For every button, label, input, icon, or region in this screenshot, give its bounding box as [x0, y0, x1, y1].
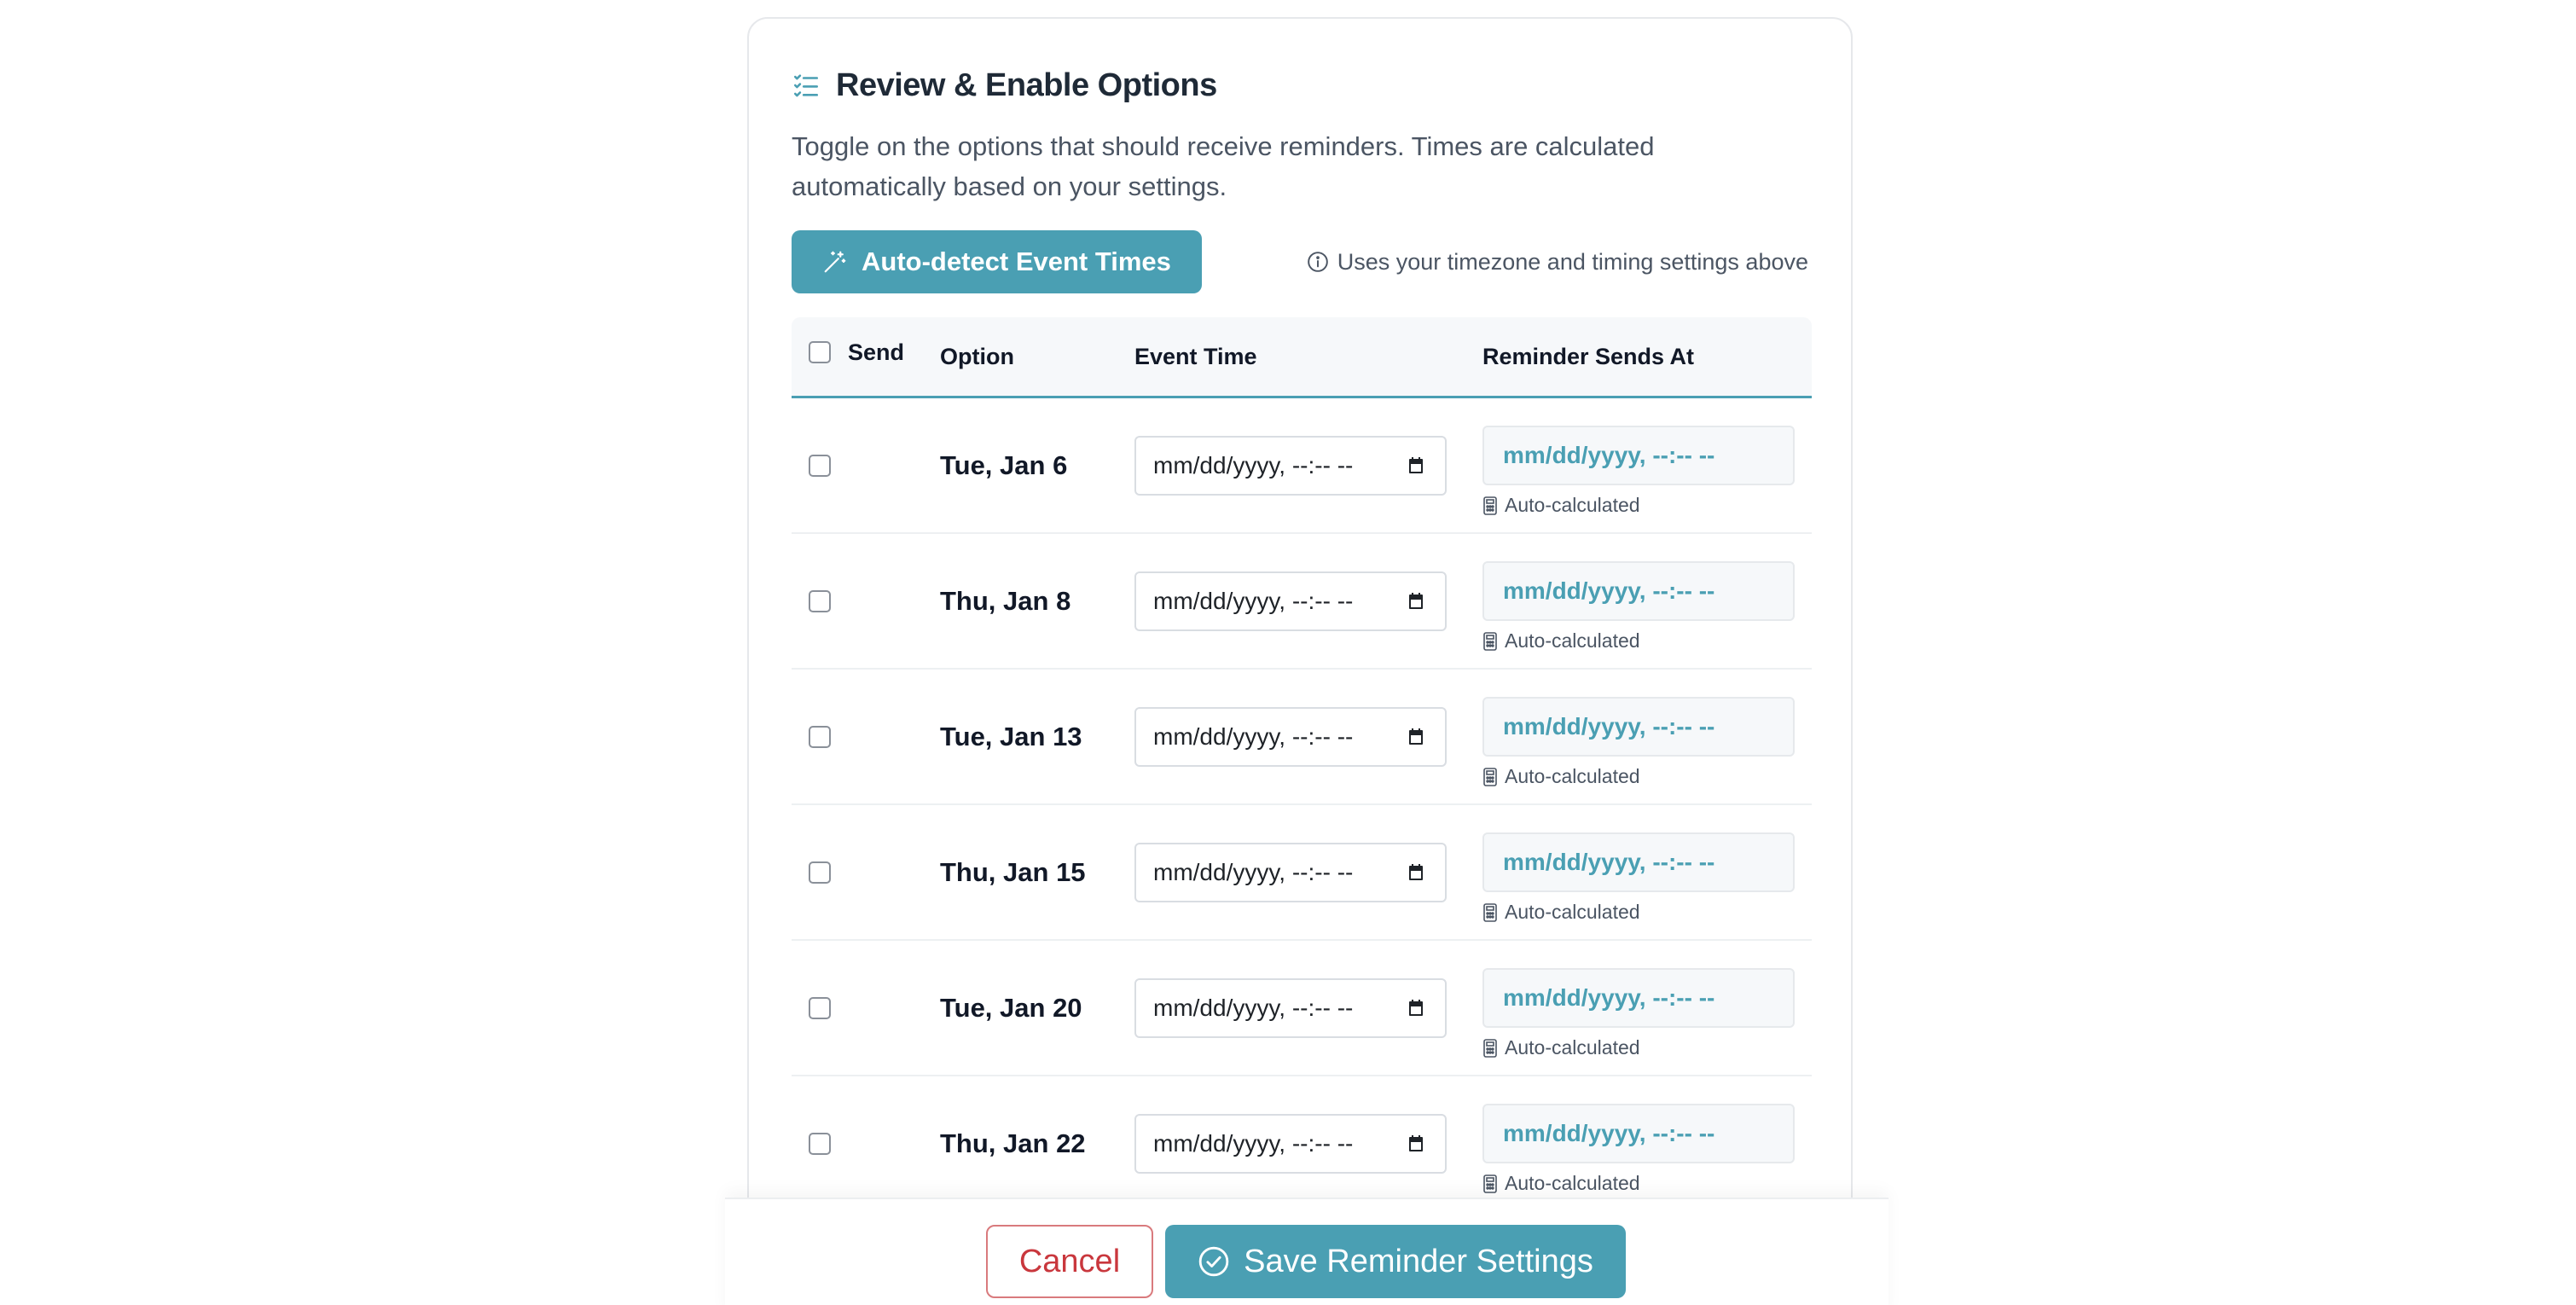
card-header [792, 63, 1808, 107]
table-row [792, 398, 1812, 534]
calendar-icon[interactable] [1406, 862, 1426, 883]
event-time-value: mm/dd/yyyy, --:-- -- [1153, 994, 1354, 1021]
table-row [792, 805, 1812, 941]
option-label: Tue, Jan 13 [940, 721, 1082, 751]
calculator-icon [1482, 768, 1498, 786]
save-reminder-settings-button[interactable] [1165, 1225, 1626, 1298]
send-checkbox[interactable] [809, 590, 831, 612]
table-row [792, 670, 1812, 805]
event-time-value: mm/dd/yyyy, --:-- -- [1153, 587, 1354, 614]
reminder-time-input: mm/dd/yyyy, --:-- -- [1482, 832, 1795, 892]
event-time-input[interactable] [1134, 707, 1447, 767]
auto-calculated-note [1482, 1036, 1812, 1059]
option-label: Tue, Jan 20 [940, 992, 1082, 1023]
row-event-cell [1134, 1114, 1482, 1174]
option-label: Tue, Jan 6 [940, 450, 1068, 480]
timezone-hint [1307, 249, 1808, 276]
send-checkbox[interactable] [809, 455, 831, 477]
event-time-input[interactable] [1134, 843, 1447, 902]
row-event-cell [1134, 978, 1482, 1038]
row-reminder-cell [1482, 821, 1812, 924]
reminder-wrap [1482, 561, 1812, 652]
modal-footer [725, 1198, 1888, 1305]
row-send-cell [792, 455, 940, 477]
row-option-cell [940, 450, 1134, 481]
row-option-cell [940, 586, 1134, 617]
row-send-cell [792, 1133, 940, 1155]
reminder-time-input: mm/dd/yyyy, --:-- -- [1482, 561, 1795, 621]
select-all-checkbox[interactable] [809, 341, 831, 363]
row-reminder-cell [1482, 1092, 1812, 1195]
event-time-value: mm/dd/yyyy, --:-- -- [1153, 451, 1354, 478]
row-reminder-cell [1482, 956, 1812, 1059]
calculator-icon [1482, 1039, 1498, 1058]
option-label: Thu, Jan 8 [940, 585, 1071, 616]
header-send-label: Send [848, 339, 905, 365]
row-option-cell [940, 857, 1134, 888]
auto-calculated-note [1482, 765, 1812, 788]
row-send-cell [792, 726, 940, 748]
send-checkbox[interactable] [809, 1133, 831, 1155]
reminder-time-input: mm/dd/yyyy, --:-- -- [1482, 426, 1795, 485]
header-option: Option [940, 343, 1014, 369]
auto-calculated-note [1482, 901, 1812, 924]
auto-calculated-text: Auto-calculated [1505, 1172, 1640, 1194]
reminder-wrap [1482, 697, 1812, 788]
calculator-icon [1482, 903, 1498, 922]
row-send-cell [792, 997, 940, 1019]
option-label: Thu, Jan 15 [940, 856, 1086, 887]
event-time-value: mm/dd/yyyy, --:-- -- [1153, 1129, 1354, 1157]
info-icon [1307, 251, 1329, 273]
timezone-hint-text: Uses your timezone and timing settings above [1337, 248, 1808, 275]
event-time-input[interactable] [1134, 436, 1447, 496]
header-reminder: Reminder Sends At [1482, 343, 1695, 369]
row-option-cell [940, 1128, 1134, 1159]
reminder-time-input: mm/dd/yyyy, --:-- -- [1482, 968, 1795, 1028]
event-time-value: mm/dd/yyyy, --:-- -- [1153, 722, 1354, 750]
save-button-label: Save Reminder Settings [1244, 1243, 1593, 1279]
row-send-cell [792, 590, 940, 612]
send-checkbox[interactable] [809, 726, 831, 748]
auto-calculated-text: Auto-calculated [1505, 1036, 1640, 1058]
reminder-time-input: mm/dd/yyyy, --:-- -- [1482, 1104, 1795, 1163]
calendar-icon[interactable] [1406, 727, 1426, 747]
row-event-cell [1134, 436, 1482, 496]
calendar-icon[interactable] [1406, 998, 1426, 1018]
calculator-icon [1482, 1174, 1498, 1193]
calendar-icon[interactable] [1406, 591, 1426, 612]
row-event-cell [1134, 707, 1482, 767]
row-event-cell [1134, 843, 1482, 902]
reminder-wrap [1482, 426, 1812, 517]
option-label: Thu, Jan 22 [940, 1128, 1086, 1158]
reminder-wrap [1482, 832, 1812, 924]
list-check-icon [792, 71, 821, 100]
auto-calculated-note [1482, 494, 1812, 517]
row-option-cell [940, 722, 1134, 752]
header-event-time: Event Time [1134, 343, 1257, 369]
auto-calculated-note [1482, 629, 1812, 652]
reminder-time-input: mm/dd/yyyy, --:-- -- [1482, 697, 1795, 757]
options-table [792, 317, 1812, 1212]
row-option-cell [940, 993, 1134, 1024]
auto-calculated-note [1482, 1172, 1812, 1195]
auto-detect-label: Auto-detect Event Times [862, 246, 1171, 276]
reminder-wrap [1482, 968, 1812, 1059]
auto-calculated-text: Auto-calculated [1505, 629, 1640, 652]
table-row [792, 941, 1812, 1076]
review-options-card [747, 17, 1853, 1305]
row-reminder-cell [1482, 549, 1812, 652]
send-checkbox[interactable] [809, 861, 831, 884]
row-event-cell [1134, 571, 1482, 631]
table-row [792, 1076, 1812, 1212]
magic-wand-icon [822, 249, 848, 275]
table-row [792, 534, 1812, 670]
table-header [792, 317, 1812, 398]
event-time-input[interactable] [1134, 571, 1447, 631]
card-title: Review & Enable Options [836, 67, 1217, 103]
send-checkbox[interactable] [809, 997, 831, 1019]
event-time-value: mm/dd/yyyy, --:-- -- [1153, 858, 1354, 885]
auto-detect-button[interactable] [792, 230, 1202, 293]
event-time-input[interactable] [1134, 978, 1447, 1038]
calendar-icon[interactable] [1406, 455, 1426, 476]
auto-calculated-text: Auto-calculated [1505, 901, 1640, 923]
check-circle-icon [1198, 1245, 1230, 1278]
cancel-button[interactable]: Cancel [986, 1225, 1153, 1298]
action-row [792, 230, 1808, 293]
calendar-icon[interactable] [1406, 1134, 1426, 1154]
row-send-cell [792, 861, 940, 884]
auto-calculated-text: Auto-calculated [1505, 494, 1640, 516]
calculator-icon [1482, 632, 1498, 651]
event-time-input[interactable] [1134, 1114, 1447, 1174]
row-reminder-cell [1482, 685, 1812, 788]
auto-calculated-text: Auto-calculated [1505, 765, 1640, 787]
row-reminder-cell [1482, 414, 1812, 517]
header-send [792, 339, 940, 366]
reminder-wrap [1482, 1104, 1812, 1195]
calculator-icon [1482, 496, 1498, 515]
card-description: Toggle on the options that should receive reminders. Times are calculated automatically based on your settings. [792, 131, 1655, 201]
